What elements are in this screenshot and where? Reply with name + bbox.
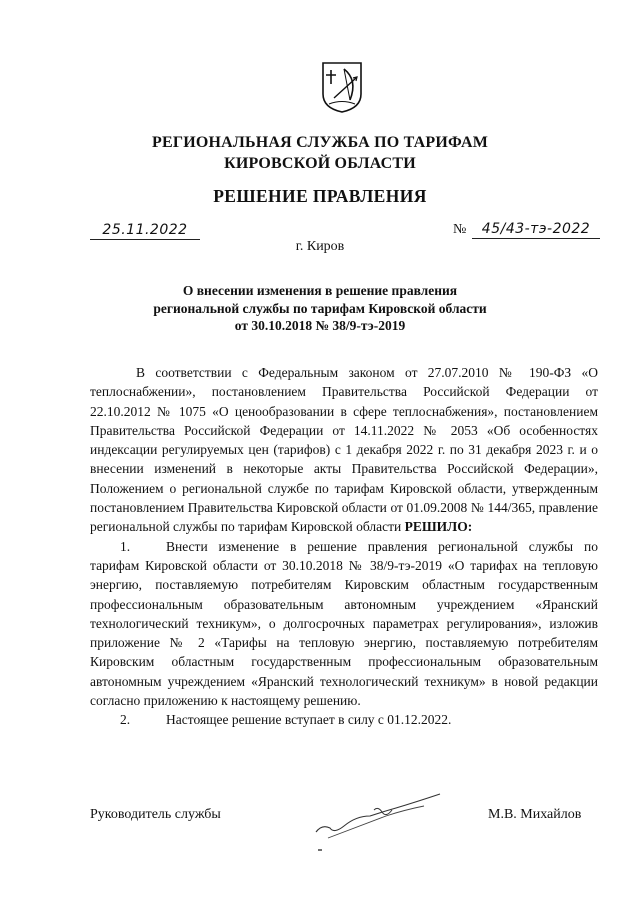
body-text [90, 363, 598, 730]
signatory-name: М.В. Михайлов [488, 807, 582, 822]
document-number: 45/43-тэ-2022 [472, 220, 600, 239]
city: г. Киров [295, 239, 345, 254]
organization-name-line2: КИРОВСКОЙ ОБЛАСТИ [224, 155, 416, 172]
item-text: Настоящее решение вступает в силу с 01.12.2022. [166, 712, 452, 728]
subject-line2: региональной службы по тарифам Кировской области [153, 300, 487, 316]
subject-heading [140, 282, 500, 335]
item-text: Внести изменение в решение правления региональной службы по тарифам Кировской области от 30.10.2018 № 38/9-тэ-2019 «О тарифах на тепловую энергию, поставляемую потребителям Кировским областным государственным профессиональным образовательным автономным учреждением «Яранский технологический техникум», о долгосрочных параметрах регулирования», изложив приложение № 2 «Тарифы на тепловую энергию, поставляемую потребителям Кировским областным государственным профессиональным образовательным автономным учреждением «Яранский технологический техникум» в новой редакции согласно приложению к настоящему решению. [90, 538, 598, 709]
list-item [90, 537, 598, 711]
signatory-role: Руководитель службы [90, 807, 221, 822]
handwritten-signature [304, 786, 454, 856]
list-item [90, 710, 598, 729]
item-number: 2. [120, 712, 131, 728]
number-label: № [453, 222, 467, 237]
subject-line3: от 30.10.2018 № 38/9-тэ-2019 [234, 318, 406, 333]
item-number: 1. [120, 538, 131, 554]
preamble-text: В соответствии с Федеральным законом от 27.07.2010 № 190-ФЗ «О теплоснабжении», постановлением Правительства Российской Федерации от 22.10.2012 № 1075 «О ценообразовании в сфере теплоснабжения», постановлением Правительства Российской Федерации от 14.11.2022 № 2053 «Об особенностях индексации регулируемых цен (тарифов) с 1 декабря 2022 г. по 31 декабря 2023 г. и о внесении изменений в некоторые акты Правительства Российской Федерации», Положением о региональной службе по тарифам Кировской области, утвержденным постановлением Правительства Кировской области от 01.09.2008 № 144/365, правление региональной службы по тарифам Кировской области [90, 365, 598, 535]
document-type: РЕШЕНИЕ ПРАВЛЕНИЯ [213, 186, 427, 206]
resolved-word: РЕШИЛО: [404, 519, 473, 535]
document-date: 25.11.2022 [90, 221, 200, 240]
preamble-paragraph [90, 363, 598, 537]
organization-name-line1: РЕГИОНАЛЬНАЯ СЛУЖБА ПО ТАРИФАМ [151, 134, 489, 151]
subject-line1: О внесении изменения в решение правления [182, 283, 458, 298]
kirov-coat-of-arms-icon [320, 60, 364, 114]
organization-name [0, 132, 640, 174]
